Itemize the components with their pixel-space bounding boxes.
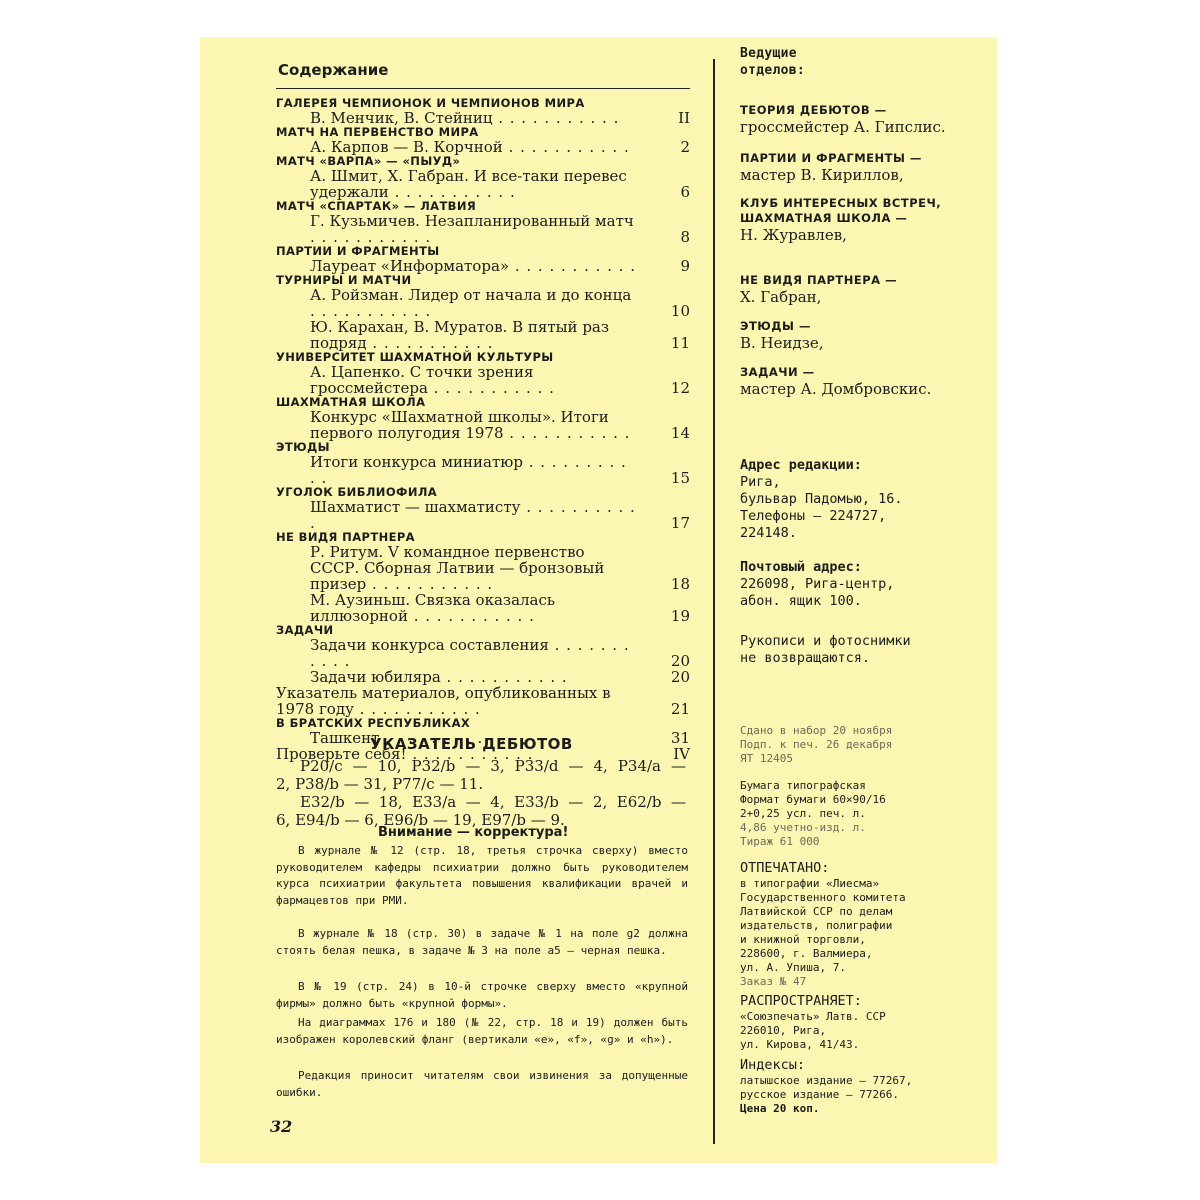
printed-line: издательств, полиграфии	[740, 919, 893, 932]
toc-section-heading: МАТЧ НА ПЕРВЕНСТВО МИРА	[276, 125, 479, 139]
editor-name: мастер В. Кириллов,	[740, 166, 904, 184]
distributor-line: 226010, Рига,	[740, 1024, 827, 1037]
toc-entry-page: 6	[680, 183, 690, 201]
imprint-line: Тираж 61 000	[740, 835, 820, 848]
toc-entry	[276, 257, 690, 275]
printed-line: Заказ № 47	[740, 975, 807, 988]
debut-index-line: Р20/c — 10, Р32/b — 3, Р33/d — 4, Р34/a —	[300, 757, 686, 775]
toc-title-rule	[276, 88, 690, 89]
column-divider	[713, 59, 715, 1144]
debut-index-line: 6, Е94/b — 6, Е96/b — 19, Е97/b — 9.	[276, 811, 565, 829]
manuscripts-line: не возвращаются.	[740, 650, 871, 666]
toc-entry	[276, 212, 690, 246]
corrections-title: Внимание — корректура!	[378, 825, 569, 840]
price-line: Цена 20 коп.	[740, 1102, 820, 1115]
toc-entry-title: Конкурс «Шахматной школы». Итоги первого полугодия 1978 . . .	[276, 409, 686, 441]
toc-entry	[276, 138, 690, 156]
toc-entry-page: 20	[670, 668, 690, 686]
toc-entry-page: 21	[670, 700, 690, 718]
toc-section-heading: ПАРТИИ И ФРАГМЕНТЫ	[276, 244, 440, 258]
toc-entry	[276, 684, 690, 718]
toc-entry-page: 19	[670, 607, 690, 625]
toc-section-heading: ШАХМАТНАЯ ШКОЛА	[276, 395, 426, 409]
toc-entry-page: IV	[673, 745, 690, 763]
printed-line: и книжной торговли,	[740, 933, 866, 946]
toc-entry-title: А. Шмит, Х. Габран. И все-таки перевес удержали . . .	[276, 168, 686, 200]
correction-paragraph: Редакция приносит читателям свои извинения за допущенные ошибки.	[276, 1069, 688, 1099]
toc-entry-title: Ташкент . . .	[276, 730, 686, 746]
toc-entry-page: 8	[680, 228, 690, 246]
printed-label: ОТПЕЧАТАНО:	[740, 860, 830, 876]
index-line: русское издание — 77266.	[740, 1088, 899, 1101]
toc-entry	[276, 453, 690, 487]
toc-entry-page: 2	[680, 138, 690, 156]
editor-section: ЗАДАЧИ —	[740, 365, 815, 379]
toc-section-heading: УГОЛОК БИБЛИОФИЛА	[276, 485, 438, 499]
editor-item	[740, 273, 990, 306]
toc-entry-title: Указатель материалов, опубликованных в 1978 году . . .	[276, 685, 686, 717]
address-line: абон. ящик 100.	[740, 593, 862, 609]
toc-entry-page: II	[678, 109, 690, 127]
toc-entry	[276, 318, 690, 352]
editor-section: ТЕОРИЯ ДЕБЮТОВ —	[740, 103, 887, 117]
editor-section: НЕ ВИДЯ ПАРТНЕРА —	[740, 273, 898, 287]
phone-line: 224148.	[740, 525, 797, 541]
toc-entry-title: А. Ройзман. Лидер от начала и до конца . . .	[276, 287, 686, 319]
toc-entry-title: В. Менчик, В. Стейниц . . .	[276, 110, 686, 126]
imprint-line: Сдано в набор 20 ноября	[740, 724, 893, 737]
toc-entry-page: 12	[670, 379, 690, 397]
toc-entry-title: Р. Ритум. V командное первенство СССР. Сборная Латвии — бронзовый призер . . .	[276, 544, 686, 592]
printed-line: в типографии «Лиесма»	[740, 877, 880, 890]
toc-entry-page: 20	[670, 652, 690, 670]
postal-address	[740, 559, 990, 610]
editor-item	[740, 103, 990, 136]
toc-entry	[276, 498, 690, 532]
imprint-line: Бумага типографская	[740, 779, 866, 792]
index-line: латышское издание — 77267,	[740, 1074, 913, 1087]
imprint-line: Формат бумаги 60×90/16	[740, 793, 886, 806]
toc-section-heading: ЭТЮДЫ	[276, 440, 330, 454]
toc-entry	[276, 363, 690, 397]
imprint-line: Подп. к печ. 26 декабря	[740, 738, 893, 751]
toc-entry	[276, 408, 690, 442]
toc-section-heading: В БРАТСКИХ РЕСПУБЛИКАХ	[276, 716, 471, 730]
editors-heading: отделов:	[740, 63, 806, 78]
editor-item	[740, 196, 990, 244]
toc-entry-title: Проверьте себя! . . .	[276, 746, 686, 762]
toc-entry	[276, 167, 690, 201]
toc-entry	[276, 543, 690, 593]
toc-section-heading: ТУРНИРЫ И МАТЧИ	[276, 273, 412, 287]
editor-section: КЛУБ ИНТЕРЕСНЫХ ВСТРЕЧ,	[740, 196, 942, 210]
toc-section-heading: ЗАДАЧИ	[276, 623, 334, 637]
editorial-address-label: Адрес редакции:	[740, 457, 862, 473]
printed-line: Государственного комитета	[740, 891, 906, 904]
toc-entry-page: 11	[670, 334, 690, 352]
toc-entry	[276, 668, 690, 686]
distributor	[740, 993, 990, 1052]
toc-entry-page: 18	[670, 575, 690, 593]
editor-name: Х. Габран,	[740, 288, 822, 306]
printed-line: 228600, г. Валмиера,	[740, 947, 873, 960]
toc-title: Содержание	[278, 61, 389, 79]
indexes-label: Индексы:	[740, 1057, 806, 1073]
imprint-line: 4,86 учетно-изд. л.	[740, 821, 866, 834]
toc-section-heading: МАТЧ «СПАРТАК» — ЛАТВИЯ	[276, 199, 477, 213]
address-line: 226098, Рига-центр,	[740, 576, 895, 592]
distributor-label: РАСПРОСТРАНЯЕТ:	[740, 993, 862, 1009]
editor-name: Н. Журавлев,	[740, 226, 847, 244]
editor-name: мастер А. Домбровскис.	[740, 380, 932, 398]
distributor-line: «Союзпечать» Латв. ССР	[740, 1010, 886, 1023]
toc-entry-page: 17	[670, 514, 690, 532]
toc-entry-title: Итоги конкурса миниатюр . . .	[276, 454, 686, 486]
imprint-block	[740, 779, 990, 849]
printed-by	[740, 860, 990, 989]
printed-line: ул. А. Упиша, 7.	[740, 961, 846, 974]
toc-entry-title: А. Карпов — В. Корчной . . .	[276, 139, 686, 155]
toc-entry	[276, 286, 690, 320]
editors-heading: Ведущие	[740, 46, 797, 61]
toc-entry-title: Задачи конкурса составления . . .	[276, 637, 686, 669]
toc-entry-title: Г. Кузьмичев. Незапланированный матч . . .	[276, 213, 686, 245]
editor-section: ЭТЮДЫ —	[740, 319, 811, 333]
address-line: Рига,	[740, 474, 781, 490]
toc-entry-page: 10	[670, 302, 690, 320]
manuscripts-note	[740, 633, 990, 667]
toc-entry	[276, 591, 690, 625]
distributor-line: ул. Кирова, 41/43.	[740, 1038, 860, 1051]
toc-entry-title: Задачи юбиляра . . .	[276, 669, 686, 685]
editor-item	[740, 319, 990, 352]
debut-index-line: Е32/b — 18, Е33/a — 4, Е33/b — 2, Е62/b —	[300, 793, 686, 811]
correction-paragraph: В журнале № 18 (стр. 30) в задаче № 1 на поле g2 должна стоять белая пешка, в задаче № 3 на поле a5 — черная пешка.	[276, 927, 688, 957]
toc-section-heading: УНИВЕРСИТЕТ ШАХМАТНОЙ КУЛЬТУРЫ	[276, 350, 554, 364]
printed-line: Латвийской ССР по делам	[740, 905, 893, 918]
correction-paragraph: В журнале № 12 (стр. 18, третья строчка сверху) вместо руководителем кафедры психиатрии должно быть руководителем курса психиатрии факультета повышения квалификации врачей и фармацевтов при РМИ.	[276, 844, 688, 907]
correction-paragraph: На диаграммах 176 и 180 (№ 22, стр. 18 и 19) должен быть изображен королевский фланг (вертикали «e», «f», «g» и «h»).	[276, 1016, 688, 1046]
imprint-line: 2+0,25 усл. печ. л.	[740, 807, 866, 820]
toc-entry	[276, 636, 690, 670]
toc-entry-title: М. Аузиньш. Связка оказалась иллюзорной . . .	[276, 592, 686, 624]
editor-item	[740, 365, 990, 398]
postal-address-label: Почтовый адрес:	[740, 559, 862, 575]
editor-name: гроссмейстер А. Гипслис.	[740, 118, 946, 136]
phone-line: Телефоны — 224727,	[740, 508, 887, 524]
table-of-contents	[276, 96, 690, 763]
editor-section: ШАХМАТНАЯ ШКОЛА —	[740, 211, 908, 225]
toc-entry-page: 31	[670, 729, 690, 747]
imprint-line: ЯТ 12405	[740, 752, 793, 765]
toc-entry-title: Ю. Карахан, В. Муратов. В пятый раз подряд . . .	[276, 319, 686, 351]
correction-paragraph: В № 19 (стр. 24) в 10-й строчке сверху вместо «крупной фирмы» должно быть «крупной формы».	[276, 980, 688, 1010]
toc-section-heading: ГАЛЕРЕЯ ЧЕМПИОНОК И ЧЕМПИОНОВ МИРА	[276, 96, 585, 110]
debut-index-title: УКАЗАТЕЛЬ ДЕБЮТОВ	[370, 735, 573, 753]
page-number: 32	[270, 1117, 293, 1136]
indexes	[740, 1057, 990, 1116]
editor-name: В. Неидзе,	[740, 334, 824, 352]
magazine-page	[200, 37, 997, 1163]
imprint-block	[740, 724, 990, 766]
toc-section-heading: МАТЧ «ВАРПА» — «ПЫУД»	[276, 154, 461, 168]
toc-section-heading: НЕ ВИДЯ ПАРТНЕРА	[276, 530, 415, 544]
toc-entry	[276, 109, 690, 127]
toc-entry-title: Лауреат «Информатора» . . .	[276, 258, 686, 274]
toc-entry-title: А. Цапенко. С точки зрения гроссмейстера . . .	[276, 364, 686, 396]
editor-section: ПАРТИИ И ФРАГМЕНТЫ —	[740, 151, 922, 165]
address-line: бульвар Падомью, 16.	[740, 491, 903, 507]
toc-entry-page: 15	[670, 469, 690, 487]
editorial-address	[740, 457, 990, 542]
debut-index-line: 2, Р38/b — 31, Р77/c — 11.	[276, 775, 484, 793]
editor-item	[740, 151, 990, 184]
toc-entry-page: 14	[670, 424, 690, 442]
toc-entry-title: Шахматист — шахматисту . . .	[276, 499, 686, 531]
manuscripts-line: Рукописи и фотоснимки	[740, 633, 911, 649]
toc-entry-page: 9	[680, 257, 690, 275]
